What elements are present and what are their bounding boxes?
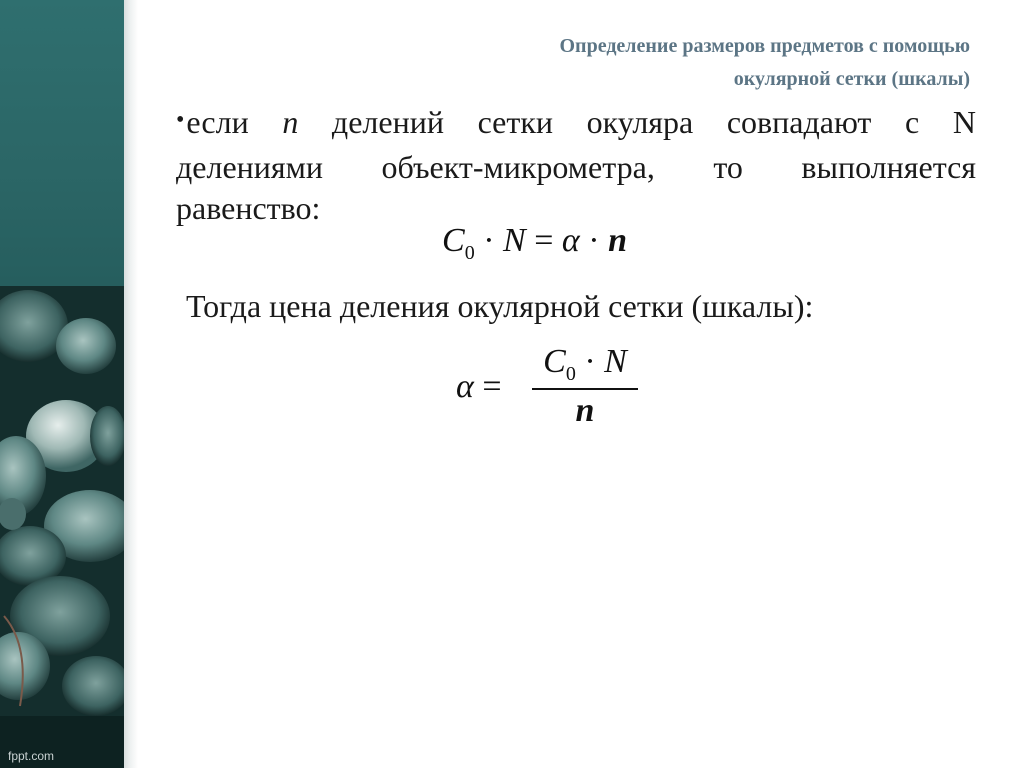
fraction-numerator [532, 342, 638, 386]
paragraph-line-3: равенство: [176, 190, 321, 226]
paragraph-2: Тогда цена деления окулярной сетки (шкалы): [186, 288, 814, 324]
symbol-C: C [543, 343, 566, 380]
symbol-n: n [608, 222, 627, 259]
microscopy-image-graphic [0, 286, 124, 716]
paragraph-line-2 [176, 147, 976, 188]
equation-2-lhs [456, 368, 502, 406]
word: делениями [176, 149, 323, 185]
symbol-N: N [503, 222, 526, 259]
bullet-marker: • [176, 107, 185, 133]
fraction-denominator: n [575, 392, 595, 429]
operator-equals: = [473, 368, 502, 405]
word: сетки [477, 104, 554, 140]
operator-dot: · [579, 222, 609, 259]
fraction [532, 342, 638, 428]
word-n: n [282, 104, 299, 140]
symbol-C: C [442, 222, 465, 259]
operator-dot: · [474, 222, 504, 259]
decorative-sidebar [0, 0, 138, 768]
paragraph-line-1 [176, 102, 976, 147]
operator-equals: = [525, 222, 562, 259]
word: объект-микрометра, [381, 149, 655, 185]
slide-title [370, 30, 970, 96]
word: то [713, 149, 743, 185]
sidebar-teal-panel [0, 0, 124, 286]
symbol-alpha: α [456, 368, 474, 405]
microscopy-image [0, 286, 124, 716]
word: делений [331, 104, 444, 140]
subscript-0: 0 [464, 242, 475, 264]
symbol-alpha: α [561, 222, 580, 259]
operator-dot: · [575, 343, 605, 380]
word: выполняется [801, 149, 976, 185]
word-N: N [952, 104, 976, 140]
bullet-paragraph [176, 102, 976, 229]
fraction-bar [532, 388, 638, 390]
title-line-2: окулярной сетки (шкалы) [733, 68, 970, 90]
word: окуляра [586, 104, 694, 140]
word: совпадают [726, 104, 872, 140]
title-line-1: Определение размеров предметов с помощью [559, 35, 970, 57]
subscript-0: 0 [565, 363, 576, 385]
word: с [905, 104, 920, 140]
sidebar-edge [124, 0, 138, 768]
symbol-N: N [604, 343, 627, 380]
word: •если [176, 104, 249, 140]
watermark: fppt.com [8, 749, 55, 763]
equation-1 [442, 222, 627, 264]
